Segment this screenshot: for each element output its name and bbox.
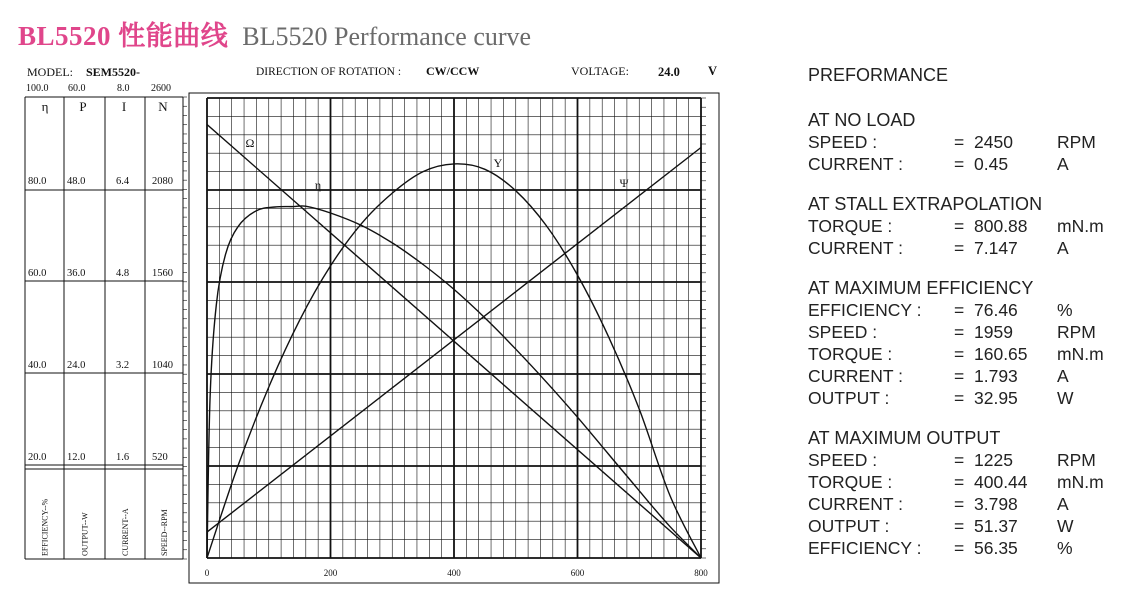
spec-unit: %: [1057, 300, 1073, 320]
series-label: Ψ: [619, 176, 629, 190]
spec-unit: A: [1057, 494, 1069, 514]
spec-equals: =: [954, 388, 965, 408]
x-tick-label: 800: [694, 568, 708, 578]
scale-tick-label: 12.0: [67, 452, 86, 463]
section-stall: [808, 193, 1128, 259]
scale-axis-label: SPEED--RPM: [160, 509, 169, 556]
section-title: AT STALL EXTRAPOLATION: [808, 194, 1043, 214]
spec-label: TORQUE :: [808, 216, 893, 236]
scale-symbol: P: [79, 99, 87, 114]
scale-symbol: N: [158, 99, 168, 114]
scale-top-value: 2600: [151, 83, 171, 94]
rotation-value: CW/CCW: [426, 64, 480, 78]
spec-value: 7.147: [974, 238, 1018, 258]
spec-label: TORQUE :: [808, 344, 893, 364]
spec-row: [808, 299, 1128, 321]
spec-row: [808, 215, 1128, 237]
series-labels: [246, 136, 629, 192]
spec-row: [808, 515, 1128, 537]
spec-unit: A: [1057, 366, 1069, 386]
spec-row: [808, 471, 1128, 493]
spec-equals: =: [954, 366, 965, 386]
series-label: η: [314, 178, 322, 192]
spec-unit: RPM: [1057, 322, 1096, 342]
scale-tick-label: 1.6: [116, 452, 130, 463]
rotation-label: DIRECTION OF ROTATION :: [256, 66, 402, 78]
spec-value: 76.46: [974, 300, 1018, 320]
spec-equals: =: [954, 154, 965, 174]
left-scale-table: [25, 83, 187, 559]
scale-tick-label: 1560: [152, 268, 173, 279]
scale-tick-label: 48.0: [67, 176, 86, 187]
x-axis-ticks: [205, 568, 709, 578]
spec-equals: =: [954, 216, 965, 236]
spec-row: [808, 131, 1128, 153]
scale-tick-label: 520: [152, 452, 168, 463]
section-no-load: [808, 109, 1128, 175]
title-english: BL5520 Performance curve: [242, 22, 532, 51]
spec-unit: A: [1057, 154, 1069, 174]
series-label: Ω: [245, 136, 255, 150]
spec-label: SPEED :: [808, 450, 878, 470]
spec-equals: =: [954, 450, 965, 470]
spec-label: SPEED :: [808, 322, 878, 342]
spec-equals: =: [954, 538, 965, 558]
spec-row: [808, 343, 1128, 365]
spec-unit: mN.m: [1057, 344, 1104, 364]
spec-row: [808, 153, 1128, 175]
scale-tick-label: 60.0: [28, 268, 47, 279]
x-tick-label: 400: [447, 568, 461, 578]
performance-heading: PREFORMANCE: [808, 65, 949, 85]
scale-tick-label: 40.0: [28, 360, 47, 371]
spec-row: [808, 365, 1128, 387]
scale-top-value: 8.0: [117, 83, 130, 94]
spec-label: OUTPUT :: [808, 388, 890, 408]
title-chinese: BL5520 性能曲线: [18, 21, 229, 51]
voltage-label: VOLTAGE:: [571, 64, 629, 78]
spec-value: 1225: [974, 450, 1013, 470]
scale-tick-label: 20.0: [28, 452, 47, 463]
scale-symbol: I: [121, 99, 127, 114]
spec-unit: mN.m: [1057, 472, 1104, 492]
spec-equals: =: [954, 300, 965, 320]
x-tick-label: 200: [323, 568, 338, 578]
spec-label: EFFICIENCY :: [808, 538, 922, 558]
scale-tick-label: 4.8: [116, 268, 130, 279]
spec-row: [808, 537, 1128, 559]
performance-panel: [808, 64, 1128, 577]
scale-tick-label: 36.0: [67, 268, 86, 279]
scale-tick-label: 2080: [152, 176, 173, 187]
spec-label: CURRENT :: [808, 366, 903, 386]
section-title: AT MAXIMUM EFFICIENCY: [808, 278, 1034, 298]
spec-row: [808, 237, 1128, 259]
spec-value: 56.35: [974, 538, 1018, 558]
scale-axis-label: CURRENT--A: [121, 508, 130, 556]
page-title: [18, 14, 531, 53]
spec-value: 160.65: [974, 344, 1028, 364]
voltage-value: 24.0: [658, 65, 680, 79]
model-label: MODEL:: [27, 65, 73, 79]
chart-grid: [207, 98, 706, 558]
spec-value: 2450: [974, 132, 1013, 152]
scale-axis-label: EFFICIENCY--%: [40, 498, 50, 556]
spec-unit: %: [1057, 538, 1073, 558]
section-max-efficiency: [808, 277, 1128, 409]
scale-tick-label: 3.2: [116, 360, 130, 371]
spec-equals: =: [954, 322, 965, 342]
scale-tick-label: 6.4: [116, 176, 130, 187]
scale-tick-label: 80.0: [28, 176, 47, 187]
model-value: SEM5520-: [86, 65, 140, 79]
spec-value: 3.798: [974, 494, 1018, 514]
section-title: AT NO LOAD: [808, 110, 916, 130]
section-title: AT MAXIMUM OUTPUT: [808, 428, 1001, 448]
spec-row: [808, 387, 1128, 409]
spec-value: 1.793: [974, 366, 1018, 386]
spec-equals: =: [954, 472, 965, 492]
spec-row: [808, 493, 1128, 515]
voltage-unit: V: [708, 64, 718, 78]
spec-value: 1959: [974, 322, 1013, 342]
spec-label: OUTPUT :: [808, 516, 890, 536]
spec-label: SPEED :: [808, 132, 878, 152]
spec-value: 32.95: [974, 388, 1018, 408]
scale-tick-label: 24.0: [67, 360, 86, 371]
spec-equals: =: [954, 132, 965, 152]
spec-value: 51.37: [974, 516, 1018, 536]
spec-label: EFFICIENCY :: [808, 300, 922, 320]
scale-tick-label: 1040: [152, 360, 173, 371]
spec-label: TORQUE :: [808, 472, 893, 492]
x-tick-label: 0: [204, 568, 210, 578]
spec-unit: W: [1057, 516, 1074, 536]
x-tick-label: 600: [570, 568, 585, 578]
section-max-output: [808, 427, 1128, 559]
spec-row: [808, 321, 1128, 343]
scale-axis-label: OUTPUT--W: [80, 512, 90, 556]
spec-unit: mN.m: [1057, 216, 1104, 236]
scale-symbol: η: [41, 99, 49, 114]
spec-row: [808, 449, 1128, 471]
scale-top-value: 100.0: [26, 83, 49, 94]
spec-label: CURRENT :: [808, 494, 903, 514]
spec-equals: =: [954, 238, 965, 258]
spec-value: 0.45: [974, 154, 1009, 174]
spec-equals: =: [954, 494, 965, 514]
performance-chart: [0, 55, 745, 585]
spec-unit: A: [1057, 238, 1069, 258]
spec-unit: RPM: [1057, 132, 1096, 152]
spec-label: CURRENT :: [808, 154, 903, 174]
spec-unit: RPM: [1057, 450, 1096, 470]
spec-equals: =: [954, 516, 965, 536]
series-label: Υ: [493, 156, 503, 170]
scale-top-value: 60.0: [68, 83, 86, 94]
spec-unit: W: [1057, 388, 1074, 408]
spec-equals: =: [954, 344, 965, 364]
spec-value: 800.88: [974, 216, 1028, 236]
spec-value: 400.44: [974, 472, 1028, 492]
spec-label: CURRENT :: [808, 238, 903, 258]
